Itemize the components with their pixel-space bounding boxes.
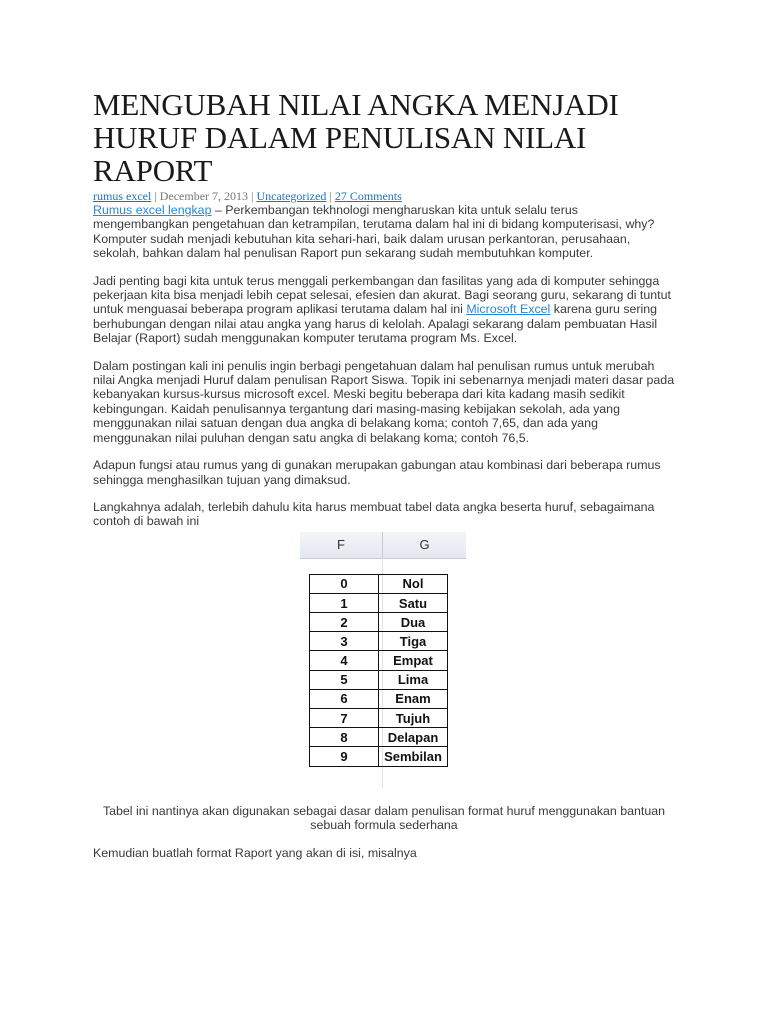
cell-word: Tiga [379,632,448,651]
column-header-row [300,532,466,559]
rumus-excel-link[interactable]: Rumus excel lengkap [93,203,212,217]
paragraph-4: Adapun fungsi atau rumus yang di gunakan merupakan gabungan atau kombinasi dari beberapa rumus sehingga menghasilkan tujuan yang dimaksud. [93,458,661,487]
meta-separator: | [154,189,160,203]
article-title: MENGUBAH NILAI ANGKA MENJADI HURUF DALAM PENULISAN NILAI RAPORT [93,87,619,188]
table-row [310,689,448,708]
cell-word: Delapan [379,728,448,747]
cell-word: Satu [379,593,448,612]
cell-number: 2 [310,613,379,632]
cell-word: Tujuh [379,709,448,728]
cell-word: Sembilan [379,747,448,766]
table-row [310,709,448,728]
table-row [310,728,448,747]
meta-separator: | [329,189,335,203]
comments-link[interactable]: 27 Comments [334,189,402,203]
figure-caption: Tabel ini nantinya akan digunakan sebagai dasar dalam penulisan format huruf menggunakan bantuan sebuah formula sederhana [102,803,666,833]
paragraph-6: Kemudian buatlah format Raport yang akan di isi, misalnya [93,845,417,860]
spreadsheet-image [300,532,466,788]
number-word-table [309,574,448,767]
cell-number: 9 [310,747,379,766]
cell-number: 6 [310,689,379,708]
paragraph-2 [93,274,675,346]
table-row [310,651,448,670]
table-row [310,574,448,593]
post-date: December 7, 2013 [159,189,249,203]
cell-word: Empat [379,651,448,670]
table-row [310,747,448,766]
cell-word: Dua [379,613,448,632]
column-header-g: G [419,536,430,552]
cell-number: 4 [310,651,379,670]
cell-word: Nol [379,574,448,593]
category-link[interactable]: Uncategorized [256,189,327,203]
paragraph-2-text-a: Jadi penting bagi kita untuk terus menggali perkembangan dan fasilitas yang ada di komputer sehingga pekerjaan kita bisa menjadi lebih cepat selesai, efesien dan akurat. Bagi seorang guru, sekarang di tuntut untuk menguasai beberapa program aplikasi terutama dalam hal ini [93,273,671,317]
paragraph-intro [93,203,675,261]
cell-number: 3 [310,632,379,651]
table-row [310,670,448,689]
table-row [310,613,448,632]
post-meta [93,189,675,203]
paragraph-2-text-b: karena guru sering berhubungan dengan nilai atau angka yang harus di kelolah. Apalagi sekarang dalam pembuatan Hasil Belajar (Raport) sudah menggunakan komputer terutama program Ms. Excel. [93,302,658,346]
table-row [310,632,448,651]
microsoft-excel-link[interactable]: Microsoft Excel [466,302,551,317]
spreadsheet-figure [93,532,675,788]
paragraph-intro-text: – Perkembangan tekhnologi mengharuskan kita untuk selalu terus mengembangkan pengetahuan dan ketrampilan, terutama dalam hal ini di bidang komputerisasi, why? Komputer sudah menjadi kebutuhan kita sehari-hari, baik dalam urusan perkantoran, perusahaan, sekolah, bahkan dalam hal penulisan Raport pun sekarang sudah membutuhkan komputer. [93,203,655,261]
paragraph-5: Langkahnya adalah, terlebih dahulu kita harus membuat tabel data angka beserta huruf, sebagaimana contoh di bawah ini [93,499,655,529]
author-link[interactable]: rumus excel [93,189,152,203]
cell-number: 8 [310,728,379,747]
meta-separator: | [251,189,257,203]
cell-number: 7 [310,709,379,728]
cell-word: Enam [379,689,448,708]
cell-word: Lima [379,670,448,689]
paragraph-3: Dalam postingan kali ini penulis ingin berbagi pengetahuan dalam hal penulisan rumus untuk merubah nilai Angka menjadi Huruf dalam penulisan Raport Siswa. Topik ini sebenarnya menjadi materi dasar pada kebanyakan kursus-kursus microsoft excel. Meski begitu beberapa dari kita kadang masih sedikit kebingungan. Kaidah penulisannya tergantung dari masing-masing kebijakan sekolah, ada yang menggunakan nilai satuan dengan dua angka di belakang koma; contoh 7,65, dan ada yang menggunakan nilai puluhan dengan satu angka di belakang koma; contoh 76,5. [93,358,675,445]
cell-number: 5 [310,670,379,689]
column-header-f: F [300,532,383,558]
table-row [310,593,448,612]
cell-number: 0 [310,574,379,593]
article [93,88,675,873]
cell-number: 1 [310,593,379,612]
